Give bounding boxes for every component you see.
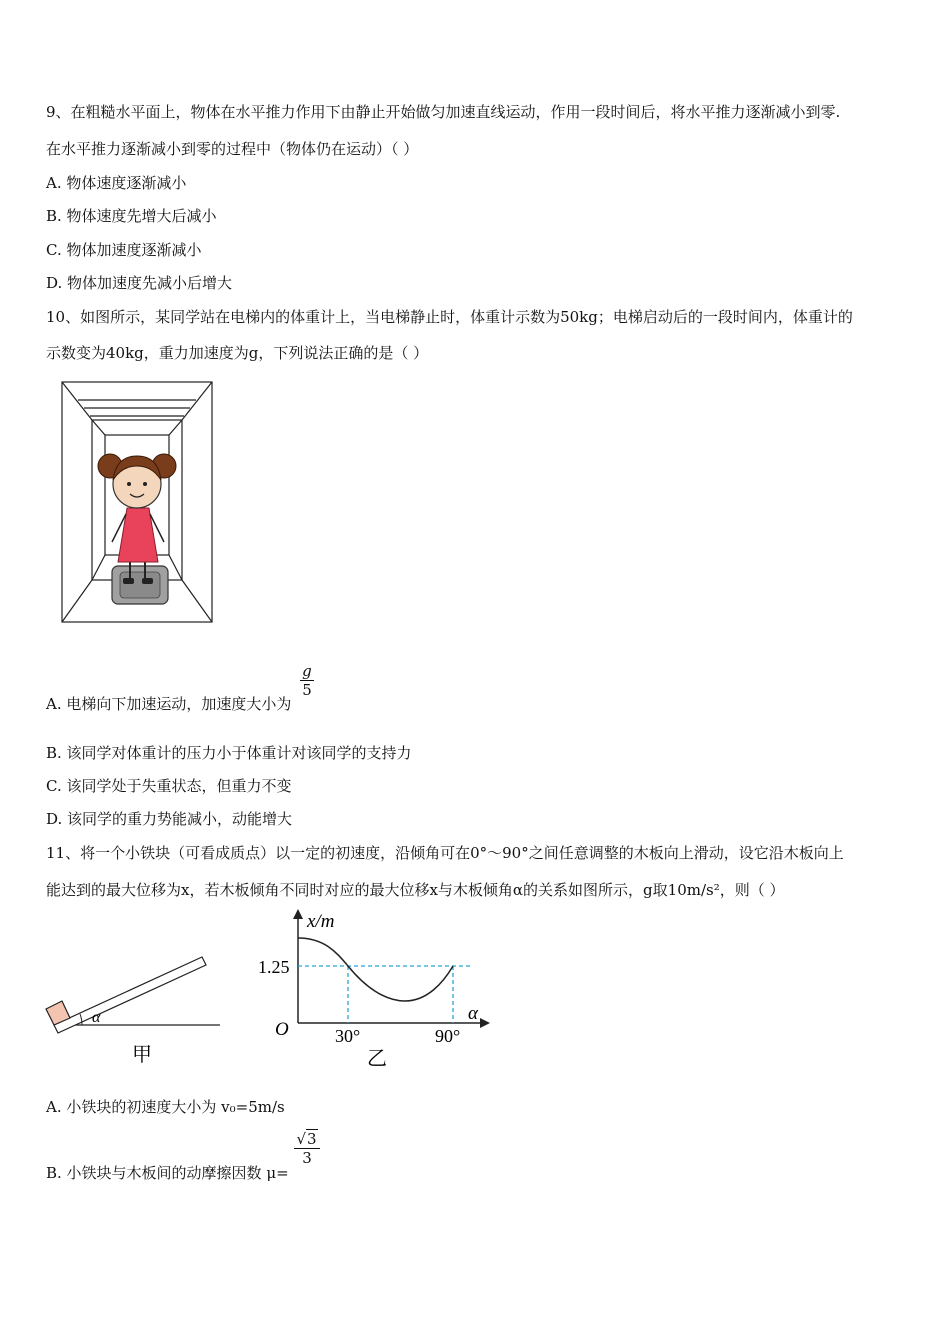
fraction-numerator: g: [302, 662, 312, 680]
q10-option-b: B. 该同学对体重计的压力小于体重计对该同学的支持力: [46, 744, 412, 762]
q11-option-b: [46, 1130, 320, 1182]
q10-option-a: [46, 662, 314, 713]
q10-option-a-text: A. 电梯向下加速运动，加速度大小为: [46, 694, 292, 713]
q11-option-b-text: B. 小铁块与木板间的动摩擦因数 μ=: [46, 1163, 289, 1182]
x-tick-90: 90°: [435, 1026, 461, 1046]
sqrt-sign: √3: [296, 1130, 317, 1148]
incline-angle-label: α: [92, 1009, 101, 1026]
q11-stem-line2: 能达到的最大位移为x，若木板倾角不同时对应的最大位移x与木板倾角α的关系如图所示，g取10m/s²，则（ ）: [46, 881, 785, 899]
q10-stem-line2: 示数变为40kg，重力加速度为g，下列说法正确的是（ ）: [46, 344, 429, 362]
q10-option-d: D. 该同学的重力势能减小，动能增大: [46, 810, 293, 828]
elevator-figure: [60, 380, 216, 625]
radicand: 3: [307, 1130, 317, 1148]
q9-stem-line2: 在水平推力逐渐减小到零的过程中（物体仍在运动）（ ）: [46, 140, 419, 158]
q9-stem-line1: 9、在粗糙水平面上，物体在水平推力作用下由静止开始做匀加速直线运动，作用一段时间后，将水平推力逐渐减小到零.: [46, 103, 841, 121]
q9-option-d: D. 物体加速度先减小后增大: [46, 274, 233, 292]
q9-option-b: B. 物体速度先增大后减小: [46, 207, 217, 225]
origin-label: O: [275, 1019, 289, 1040]
q11-option-b-fraction: [294, 1130, 319, 1167]
figure-a-caption: 甲: [132, 1044, 152, 1066]
y-axis-label: x/m: [307, 911, 335, 932]
q9-option-a: A. 物体速度逐渐减小: [46, 174, 187, 192]
q10-option-c: C. 该同学处于失重状态，但重力不变: [46, 777, 292, 795]
fraction-denominator: 5: [302, 681, 312, 699]
q10-stem-line1: 10、如图所示，某同学站在电梯内的体重计上，当电梯静止时，体重计示数为50kg；电梯启动后的一段时间内，体重计的: [46, 308, 853, 326]
q11-stem-line1: 11、将一个小铁块（可看成质点）以一定的初速度，沿倾角可在0°～90°之间任意调整的木板向上滑动，设它沿木板向上: [46, 844, 844, 862]
q11-option-a: A. 小铁块的初速度大小为 v₀=5m/s: [46, 1098, 285, 1116]
y-tick-label: 1.25: [258, 957, 290, 977]
q9-option-c: C. 物体加速度逐渐减小: [46, 241, 202, 259]
x-tick-30: 30°: [335, 1026, 361, 1046]
fraction-numerator: [294, 1130, 319, 1149]
x-alpha-graph: [255, 905, 495, 1075]
incline-figure: [40, 945, 230, 1075]
q10-option-a-fraction: [300, 662, 314, 699]
x-axis-label: α: [468, 1003, 478, 1024]
figure-b-caption: 乙: [367, 1048, 387, 1070]
fraction-denominator: 3: [302, 1149, 312, 1167]
